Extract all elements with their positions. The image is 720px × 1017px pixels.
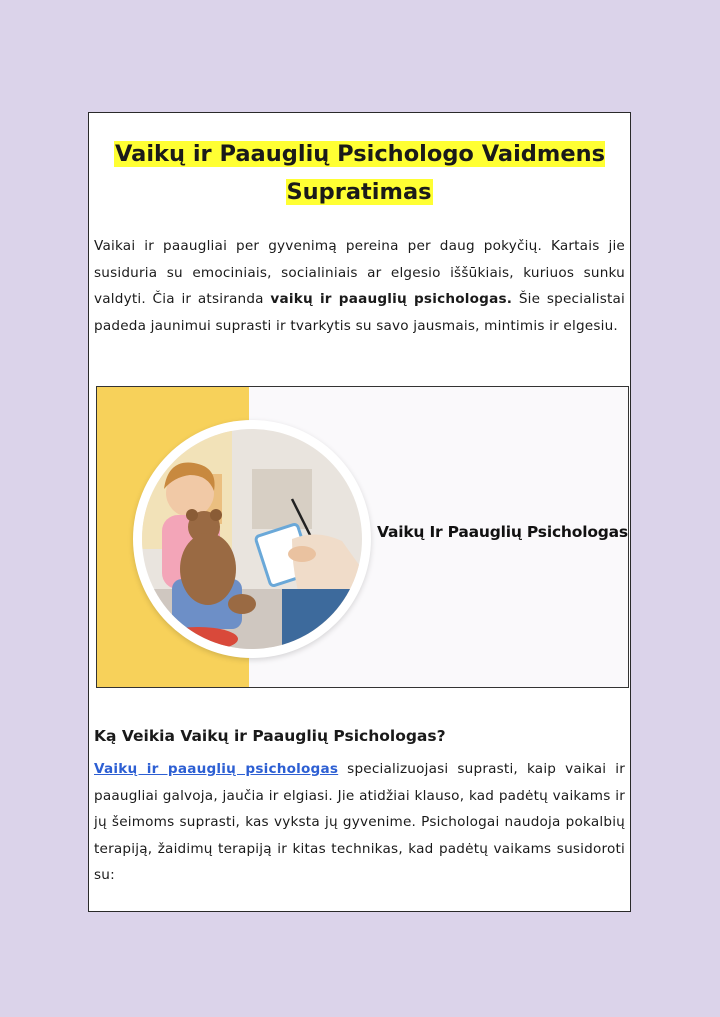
- hero-image: [96, 386, 629, 688]
- document-page: [88, 112, 631, 912]
- hero-caption: Vaikų Ir Paauglių Psichologas: [377, 523, 628, 541]
- hero-photo-circle: [133, 420, 371, 658]
- section-text: specializuojasi suprasti, kaip vaikai ir paaugliai galvoja, jaučia ir elgiasi. Jie atidžiai klauso, kad padėtų vaikams ir jų šeimoms suprasti, kas vyksta jų gyvenime. Psichologai naudoja pokalbių terapiją, žaidimų terapiją ir kitas technikas, kad padėtų vaikams susidoroti su:: [94, 761, 625, 883]
- section-heading: Ką Veikia Vaikų ir Paauglių Psichologas?: [94, 726, 446, 745]
- psychologist-link[interactable]: Vaikų ir paauglių psichologas: [94, 761, 339, 777]
- intro-paragraph: [94, 233, 625, 339]
- intro-bold-text: vaikų ir paauglių psichologas.: [270, 291, 513, 307]
- article-title: [95, 135, 624, 211]
- intro-text: Vaikai ir paaugliai per gyvenimą pereina per daug pokyčių. Kartais jie susiduria su emociniais, socialiniais ar elgesio iššūkiais, kuriuos sunku valdyti. Čia ir atsiranda: [94, 238, 625, 307]
- therapy-session-illustration: [142, 429, 362, 649]
- article-title-highlight: Vaikų ir Paauglių Psichologo Vaidmens Supratimas: [114, 141, 606, 205]
- section-paragraph: [94, 756, 625, 889]
- intro-text-end: Šie specialistai padeda jaunimui suprasti ir tvarkytis su savo jausmais, mintimis ir elgesiu.: [94, 291, 626, 334]
